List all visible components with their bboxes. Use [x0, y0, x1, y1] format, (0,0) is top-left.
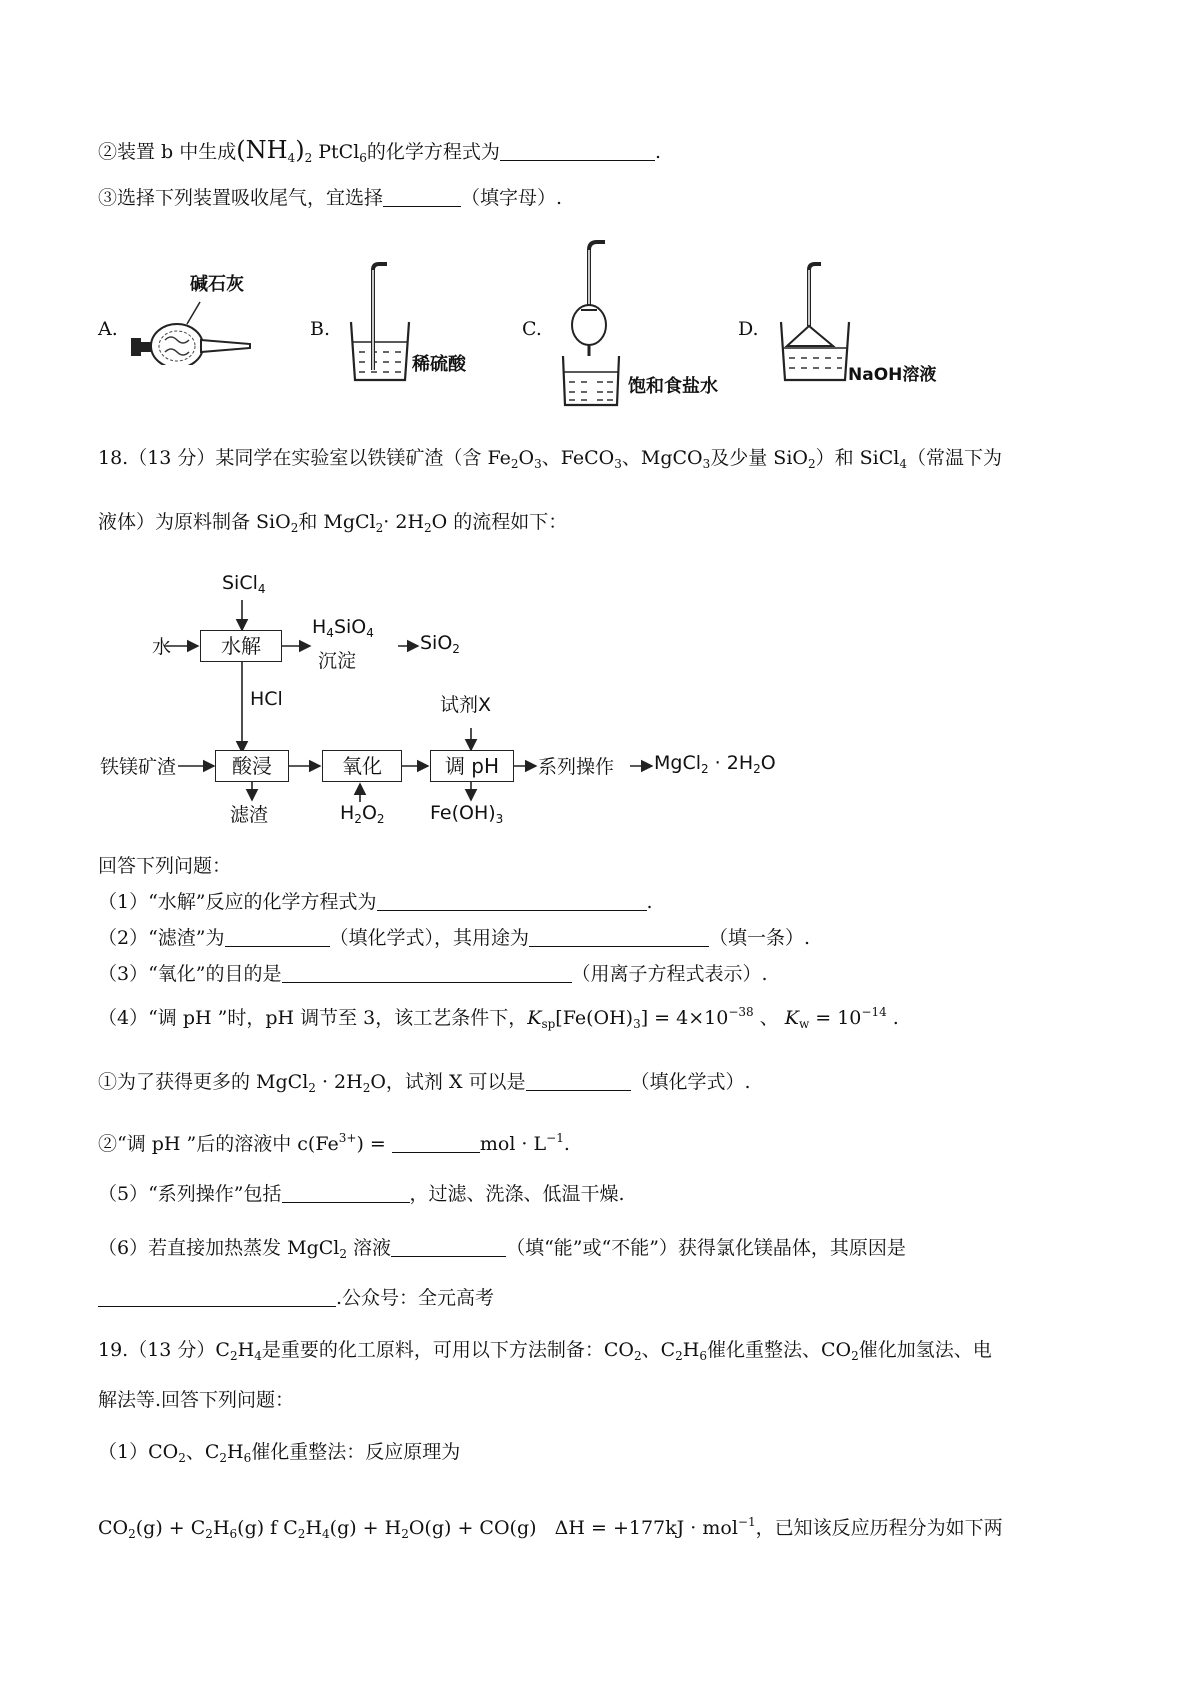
answer-blank[interactable] [529, 926, 709, 947]
q18-q2: （2）“滤渣”为 （填化学式），其用途为 （填一条）. [98, 927, 811, 949]
answer-blank[interactable] [98, 1286, 336, 1307]
q18-q4-1: ①为了获得更多的 MgCl$_2$ · $2H_2O$，试剂 X 可以是 （填化学式）. [98, 1071, 751, 1095]
beaker-icon [345, 262, 415, 387]
option-c-label: 饱和食盐水 [628, 376, 718, 397]
answer-blank[interactable] [391, 1236, 506, 1257]
flow-sio2: SiO$_2$ [420, 632, 460, 656]
answer-blank[interactable] [500, 140, 655, 161]
option-b-letter: B. [310, 318, 331, 340]
q17-item3: ③选择下列装置吸收尾气，宜选择 （填字母）. [98, 187, 563, 209]
option-a-label: 碱石灰 [190, 274, 244, 295]
q19-equation: $CO_2(g) + C_2H_6(g)$ f $C_2H_4(g) + H_2O(g) + CO(g)$ ΔH = +177kJ · mol$^{-1}$，已知该反应历程分为如下两 [98, 1515, 1003, 1541]
q18-q5: （5）“系列操作”包括 ，过滤、洗涤、低温干燥. [98, 1183, 625, 1205]
answer-blank[interactable] [392, 1132, 480, 1153]
flow-feoh3: $Fe(OH)_3$ [430, 802, 504, 826]
q18-answer-intro: 回答下列问题： [98, 855, 232, 877]
q18-header: 18.（13 分）某同学在实验室以铁镁矿渣（含 $Fe_2O_3$、FeCO$_3$、MgCO$_3$及少量 SiO$_2$）和 SiCl$_4$（常温下为 [98, 447, 1003, 471]
q18-line2: 液体）为原料制备 SiO$_2$和 MgCl$_2$· $2H_2O$ 的流程如下： [98, 511, 568, 535]
option-c-letter: C. [522, 318, 542, 340]
flow-h2o2: $H_2O_2$ [340, 802, 385, 826]
flow-precip: 沉淀 [318, 650, 357, 672]
q19-header: 19.（13 分）$C_2H_4$是重要的化工原料，可用以下方法制备：$CO_2$、$C_2H_6$催化重整法、$CO_2$催化加氢法、电 [98, 1339, 992, 1363]
flow-ore: 铁镁矿渣 [100, 756, 177, 778]
answer-blank[interactable] [225, 926, 330, 947]
flow-series-ops: 系列操作 [538, 756, 615, 778]
q18-q6: （6）若直接加热蒸发 MgCl$_2$ 溶液 （填“能”或“不能”）获得氯化镁晶体，其原因是 [98, 1237, 906, 1261]
q17-item2: ②装置 b 中生成$(NH_4)_2$ PtCl$_6$的化学方程式为 . [98, 136, 661, 165]
flow-node-acid-leach: 酸浸 [215, 750, 289, 782]
q19-q1: $(1)CO_2$、$C_2H_6$催化重整法：反应原理为 [98, 1441, 461, 1465]
option-b-label: 稀硫酸 [412, 354, 466, 375]
option-d-letter: D. [738, 318, 759, 340]
flow-node-hydrolysis: 水解 [200, 630, 282, 662]
answer-blank[interactable] [377, 890, 647, 911]
flow-node-adjust-ph: 调 pH [430, 750, 514, 782]
flow-sicl4: SiCl$_4$ [222, 572, 266, 596]
flow-hcl: HCl [250, 688, 283, 710]
option-d-label: NaOH溶液 [848, 365, 937, 385]
answer-blank[interactable] [526, 1070, 631, 1091]
flow-water: 水 [152, 636, 172, 658]
q18-q6-line2: .公众号：全元高考 [98, 1284, 494, 1312]
q18-q1: （1）“水解”反应的化学方程式为 . [98, 891, 653, 913]
q19-line2: 解法等.回答下列问题： [98, 1389, 295, 1411]
funnel-flask-icon [555, 240, 630, 410]
inverted-funnel-beaker-icon [775, 262, 855, 387]
flow-product: MgCl$_2$ · $2H_2O$ [654, 752, 776, 776]
answer-blank[interactable] [282, 962, 572, 983]
option-a-letter: A. [98, 318, 118, 340]
answer-blank[interactable] [282, 1182, 410, 1203]
q18-q3: （3）“氧化”的目的是 （用离子方程式表示）. [98, 963, 768, 985]
q18-q4: （4）“调 pH ”时，pH 调节至 3，该工艺条件下，$K_{sp}[Fe(OH)_3] = 4\times 10^{-38}$ 、 $K_w = 10^{-14}$ . [98, 1005, 899, 1031]
flow-h4sio4: $H_4SiO_4$ [312, 616, 374, 640]
q18-q4-2: ②“调 pH ”后的溶液中 $c(Fe^{3+})$ = mol · $L^{-1}$. [98, 1131, 570, 1155]
answer-blank[interactable] [383, 186, 461, 207]
flow-residue: 滤渣 [230, 804, 269, 826]
flow-reagent-x: 试剂X [440, 694, 492, 716]
flow-node-oxidize: 氧化 [322, 750, 402, 782]
